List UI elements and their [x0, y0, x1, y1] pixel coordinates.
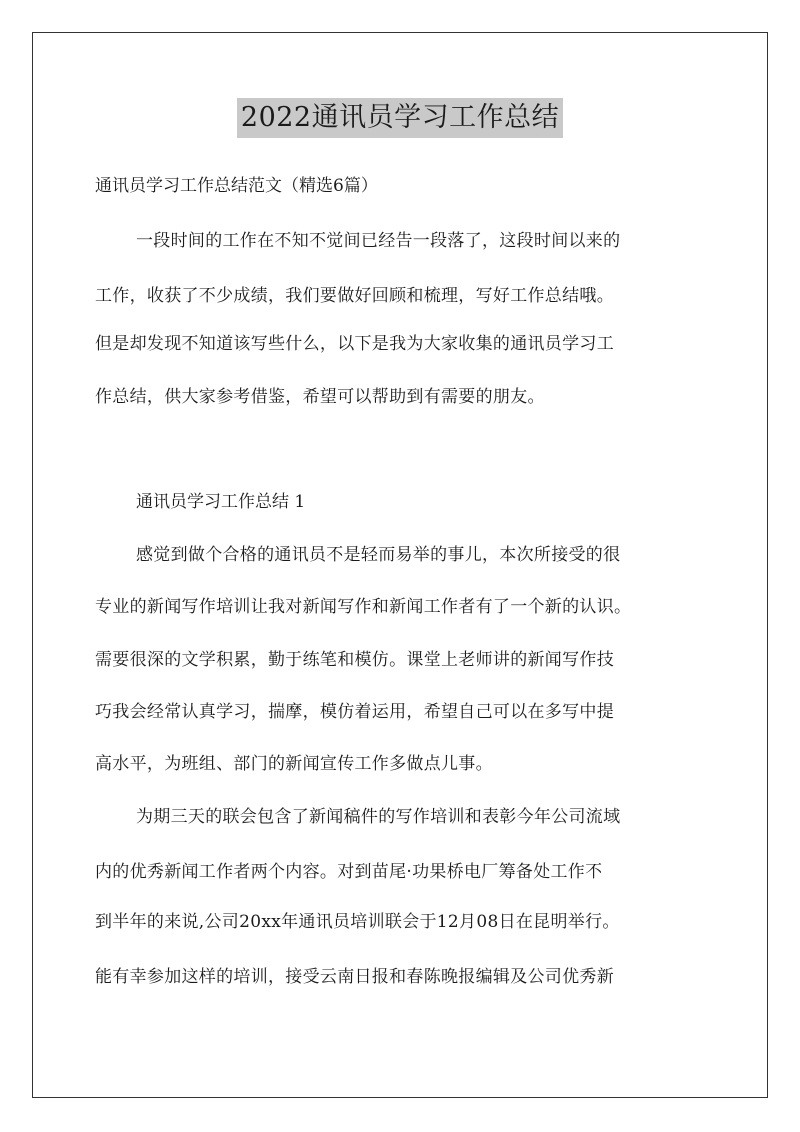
intro-line: 作总结，供大家参考借鉴，希望可以帮助到有需要的朋友。: [95, 387, 545, 407]
paragraph-line: 到半年的来说,公司20xx年通讯员培训联会于12月08日在昆明举行。: [95, 912, 620, 932]
document-subtitle: 通讯员学习工作总结范文（精选6篇）: [95, 176, 378, 196]
paragraph-line: 内的优秀新闻工作者两个内容。对到苗尾·功果桥电厂筹备处工作不: [95, 862, 603, 882]
intro-line: 一段时间的工作在不知不觉间已经告一段落了，这段时间以来的: [136, 231, 621, 251]
paragraph-line: 感觉到做个合格的通讯员不是轻而易举的事儿，本次所接受的很: [136, 545, 621, 565]
document-title: 2022通讯员学习工作总结: [237, 98, 563, 138]
section-heading: 通讯员学习工作总结 1: [136, 492, 306, 512]
title-container: [0, 98, 800, 138]
paragraph-line: 能有幸参加这样的培训，接受云南日报和春陈晚报编辑及公司优秀新: [95, 967, 614, 987]
intro-line: 但是却发现不知道该写些什么，以下是我为大家收集的通讯员学习工: [95, 334, 614, 354]
intro-line: 工作，收获了不少成绩，我们要做好回顾和梳理，写好工作总结哦。: [95, 286, 614, 306]
paragraph-line: 需要很深的文学积累，勤于练笔和模仿。课堂上老师讲的新闻写作技: [95, 650, 614, 670]
paragraph-line: 巧我会经常认真学习，揣摩，模仿着运用，希望自己可以在多写中提: [95, 702, 614, 722]
paragraph-line: 高水平，为班组、部门的新闻宣传工作多做点儿事。: [95, 754, 493, 774]
paragraph-line: 为期三天的联会包含了新闻稿件的写作培训和表彰今年公司流域: [136, 807, 621, 827]
paragraph-line: 专业的新闻写作培训让我对新闻写作和新闻工作者有了一个新的认识。: [95, 597, 632, 617]
